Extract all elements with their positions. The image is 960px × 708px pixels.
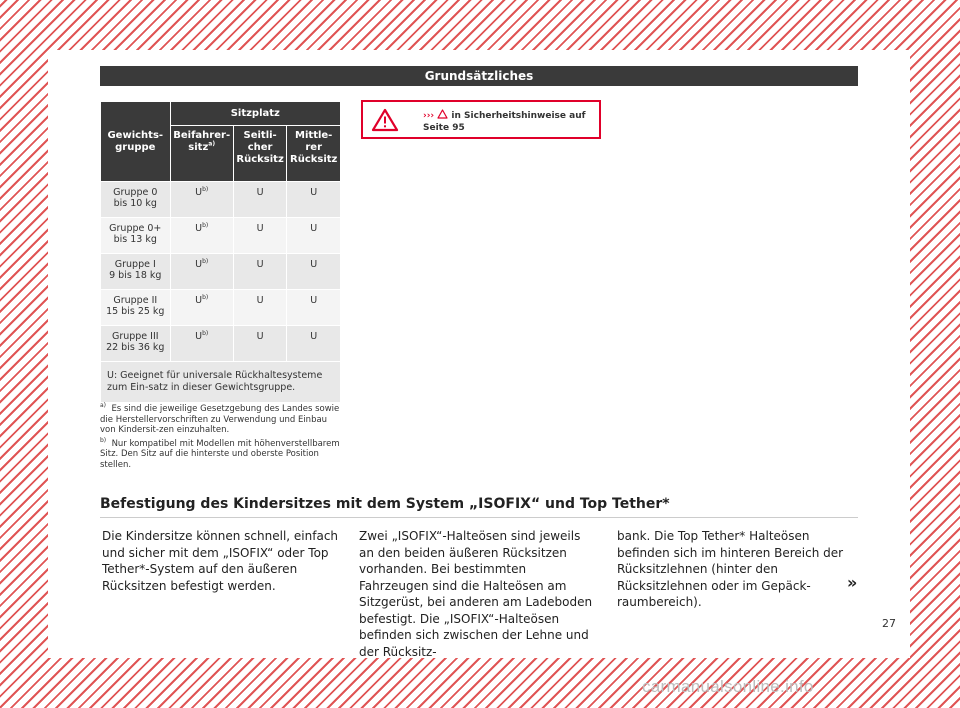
weight-group-cell: Gruppe I 9 bis 18 kg [101,254,171,290]
side-rear-cell: U [233,218,287,254]
table-note: U: Geeignet für universale Rückhaltesysteme zum Ein-satz in dieser Gewichtsgruppe. [101,362,341,403]
table-note-row [101,362,341,403]
middle-rear-cell: U [287,182,341,218]
table-row [101,326,341,362]
footnotes [100,404,345,473]
footnote-a: $^{a)}$ Es sind die jeweilige Gesetzgebung des Landes sowie die Herstellervorschriften zu Verwendung und Einbau von Kindersit-zen einzuhalten. [100,402,340,435]
middle-rear-cell: U [287,326,341,362]
weight-group-cell: Gruppe II 15 bis 25 kg [101,290,171,326]
safety-warning-box [361,100,601,139]
child-seat-table [100,101,341,403]
middle-rear-cell: U [287,290,341,326]
column-header-middle-rear: Mittle-rer Rücksitz [287,126,341,182]
weight-group-header: Gewichts-gruppe [101,102,171,182]
column-header-passenger: Beifahrer-sitz$^{a)}$ [170,126,233,182]
small-warning-icon [437,109,448,119]
seat-position-header: Sitzplatz [170,102,340,126]
table-row [101,182,341,218]
weight-group-cell: Gruppe 0+ bis 13 kg [101,218,171,254]
body-column-3: bank. Die Top Tether* Halteösen befinden sich im hinteren Bereich der Rücksitzlehnen (hinter den Rücksitzlehnen oder im Gepäck-raumbereich). [617,529,844,609]
watermark-text: carmanualsonline.info [642,677,814,696]
weight-group-cell: Gruppe 0 bis 10 kg [101,182,171,218]
table-row [101,254,341,290]
middle-rear-cell: U [287,254,341,290]
arrows-icon: ››› [423,111,435,121]
middle-rear-cell: U [287,218,341,254]
passenger-cell: $U^{b)}$ [170,182,233,218]
page-number: 27 [882,617,896,630]
body-column-1: Die Kindersitze können schnell, einfach und sicher mit dem „ISOFIX“ oder Top Tether*-System auf den äußeren Rücksitzen befestigt werden. [102,529,339,593]
side-rear-cell: U [233,182,287,218]
table-row [101,218,341,254]
warning-triangle-icon [371,108,399,132]
passenger-cell: $U^{b)}$ [170,254,233,290]
continue-icon: » [847,573,858,592]
passenger-cell: $U^{b)}$ [170,218,233,254]
passenger-cell: $U^{b)}$ [170,326,233,362]
body-column-2: Zwei „ISOFIX“-Halteösen sind jeweils an den beiden äußeren Rücksitzen vorhanden. Bei bestimmten Fahrzeugen sind die Halteösen am Sitzgerüst, bei anderen am Ladeboden befestigt. Die „ISOFIX“-Halteösen befinden sich zwischen der Lehne und der Rücksitz- [359,529,593,659]
side-rear-cell: U [233,326,287,362]
side-rear-cell: U [233,254,287,290]
passenger-cell: $U^{b)}$ [170,290,233,326]
page-header: Grundsätzliches [100,66,858,86]
warning-reference[interactable] [423,109,586,134]
weight-group-cell: Gruppe III 22 bis 36 kg [101,326,171,362]
footnote-b: $^{b)}$ Nur kompatibel mit Modellen mit höhenverstellbarem Sitz. Den Sitz auf die hinterste und oberste Position stellen. [100,436,340,470]
column-header-side-rear: Seitli-cher Rücksitz [233,126,287,182]
table-row [101,290,341,326]
section-title: Befestigung des Kindersitzes mit dem System „ISOFIX“ und Top Tether* [100,496,858,518]
warning-text-line1: in Sicherheitshinweise auf [451,111,586,121]
warning-text-line2: Seite 95 [423,123,465,133]
side-rear-cell: U [233,290,287,326]
